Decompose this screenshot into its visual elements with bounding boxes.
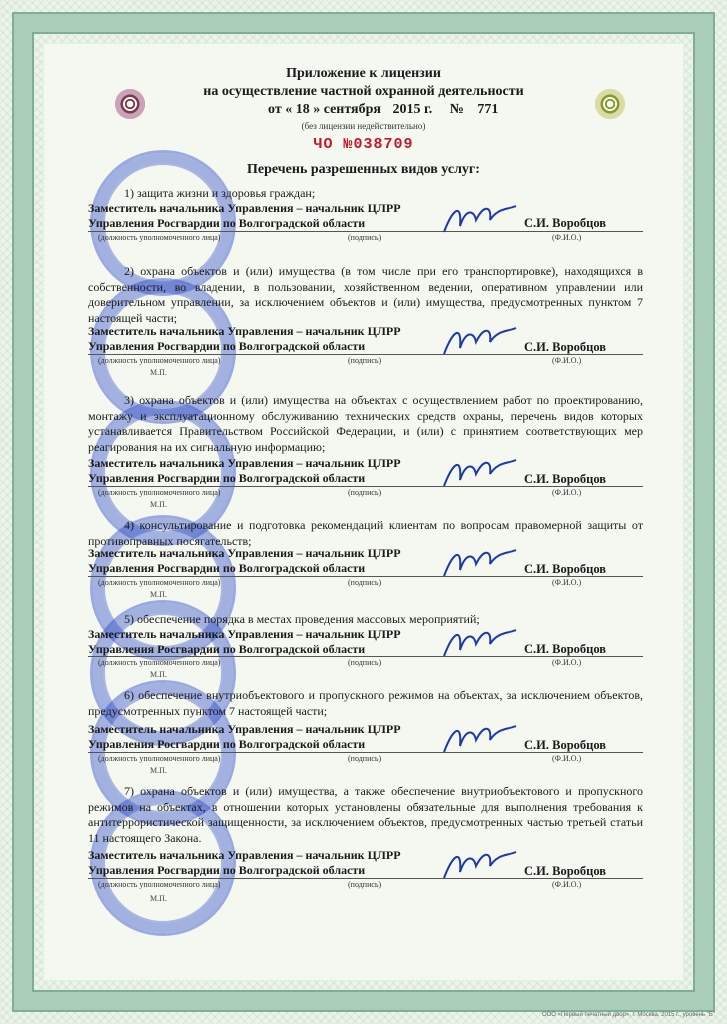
caption-signature: (подпись) [348, 578, 382, 587]
handwritten-signature [440, 716, 520, 760]
signer-position-2: Заместитель начальника Управления – начальник ЦЛРР Управления Росгвардии по Волгоградской области [88, 324, 401, 353]
date-month: » сентября [313, 102, 381, 117]
signer-name-5: С.И. Воробцов [524, 642, 607, 656]
caption-position: (должность уполномоченного лица) [98, 658, 221, 667]
printer-imprint: ООО «Первый печатный двор», г. Москва, 2015 г., уровень "Б" [541, 1012, 715, 1018]
seal-place-label: М.П. [150, 590, 167, 599]
caption-position: (должность уполномоченного лица) [98, 233, 221, 242]
seal-place-label: М.П. [150, 894, 167, 903]
signature-line [88, 752, 643, 753]
caption-position: (должность уполномоченного лица) [98, 880, 221, 889]
signer-name-4: С.И. Воробцов [524, 562, 607, 576]
service-item-3: 3) охрана объектов и (или) имущества на объектах с осуществлением работ по проектированию, монтажу и эксплуатационному обслуживанию технических средств охраны, перечень видов которых устанавливается Правительством Российской Федерации, и (или) с принятием соответствующих мер реагирования на их сигнальную информацию; [88, 393, 643, 454]
signer-position-3: Заместитель начальника Управления – начальник ЦЛРР Управления Росгвардии по Волгоградской области [88, 456, 401, 485]
date-year-prefix: 20 [392, 102, 407, 117]
caption-position: (должность уполномоченного лица) [98, 356, 221, 365]
caption-position: (должность уполномоченного лица) [98, 754, 221, 763]
seal-place-label: М.П. [150, 368, 167, 377]
service-item-7: 7) охрана объектов и (или) имущества, а также обеспечение внутриобъектового и пропускного режимов на объектах, в отношении которых установлены обязательные для выполнения требования к антитеррористической защищенности, за исключением объектов, предусмотренных частью третьей статьи 11 настоящего Закона. [88, 784, 643, 845]
handwritten-signature [440, 540, 520, 584]
caption-fio: (Ф.И.О.) [552, 356, 582, 365]
caption-fio: (Ф.И.О.) [552, 233, 582, 242]
caption-fio: (Ф.И.О.) [552, 578, 582, 587]
signer-position-1: Заместитель начальника Управления – начальник ЦЛРР Управления Росгвардии по Волгоградской области [88, 201, 401, 230]
validity-note: (без лицензии недействительно) [301, 121, 426, 131]
caption-position: (должность уполномоченного лица) [98, 578, 221, 587]
seal-place-label: М.П. [150, 766, 167, 775]
signer-name-2: С.И. Воробцов [524, 340, 607, 354]
signature-line [88, 231, 643, 232]
title-line-1: Приложение к лицензии [286, 66, 441, 81]
signer-position-4: Заместитель начальника Управления – начальник ЦЛРР Управления Росгвардии по Волгоградской области [88, 546, 401, 575]
caption-fio: (Ф.И.О.) [552, 880, 582, 889]
date-prefix: от « [268, 102, 293, 117]
service-item-2: 2) охрана объектов и (или) имущества (в том числе при его транспортировке), находящихся в собственности, во владении, в пользовании, хозяйственном ведении, оперативном управлении или доверительном управлении, за исключением объектов и (или) имущества, предусмотренных пунктом 7 настоящей части; [88, 264, 643, 325]
list-title: Перечень разрешенных видов услуг: [247, 162, 480, 177]
signature-line [88, 576, 643, 577]
caption-fio: (Ф.И.О.) [552, 754, 582, 763]
caption-fio: (Ф.И.О.) [552, 488, 582, 497]
signer-name-6: С.И. Воробцов [524, 738, 607, 752]
caption-signature: (подпись) [348, 880, 382, 889]
caption-signature: (подпись) [348, 488, 382, 497]
caption-fio: (Ф.И.О.) [552, 658, 582, 667]
handwritten-signature [440, 620, 520, 664]
seal-place-label: М.П. [150, 670, 167, 679]
signature-line [88, 656, 643, 657]
caption-signature: (подпись) [348, 658, 382, 667]
date-day: 18 [295, 102, 310, 117]
signature-line [88, 354, 643, 355]
service-item-1: 1) защита жизни и здоровья граждан; [124, 186, 316, 200]
date-line [268, 102, 498, 118]
serial-number: ЧО №038709 [313, 136, 414, 153]
signer-name-3: С.И. Воробцов [524, 472, 607, 486]
date-g: г. [424, 102, 433, 117]
service-item-6: 6) обеспечение внутриобъектового и пропускного режимов на объектах, за исключением объектов, предусмотренных пунктом 7 настоящей части; [88, 688, 643, 718]
signer-position-6: Заместитель начальника Управления – начальник ЦЛРР Управления Росгвардии по Волгоградской области [88, 722, 401, 751]
signer-position-5: Заместитель начальника Управления – начальник ЦЛРР Управления Росгвардии по Волгоградской области [88, 627, 401, 656]
signer-position-7: Заместитель начальника Управления – начальник ЦЛРР Управления Росгвардии по Волгоградской области [88, 848, 401, 877]
signature-line [88, 878, 643, 879]
date-year-suffix: 15 [406, 102, 421, 117]
handwritten-signature [440, 842, 520, 886]
caption-signature: (подпись) [348, 233, 382, 242]
number-sign: № [449, 102, 464, 117]
seal-place-label: М.П. [150, 500, 167, 509]
license-number: 771 [477, 102, 499, 117]
handwritten-signature [440, 196, 520, 240]
caption-position: (должность уполномоченного лица) [98, 488, 221, 497]
service-item-5: 5) обеспечение порядка в местах проведения массовых мероприятий; [124, 612, 480, 626]
handwritten-signature [440, 318, 520, 362]
signer-name-7: С.И. Воробцов [524, 864, 607, 878]
signature-line [88, 486, 643, 487]
title-line-2: на осуществление частной охранной деятельности [203, 84, 524, 99]
signer-name-1: С.И. Воробцов [524, 216, 607, 230]
handwritten-signature [440, 450, 520, 494]
caption-signature: (подпись) [348, 356, 382, 365]
service-item-4: 4) консультирование и подготовка рекомендаций клиентам по вопросам правомерной защиты от противоправных посягательств; [88, 518, 643, 548]
caption-signature: (подпись) [348, 754, 382, 763]
